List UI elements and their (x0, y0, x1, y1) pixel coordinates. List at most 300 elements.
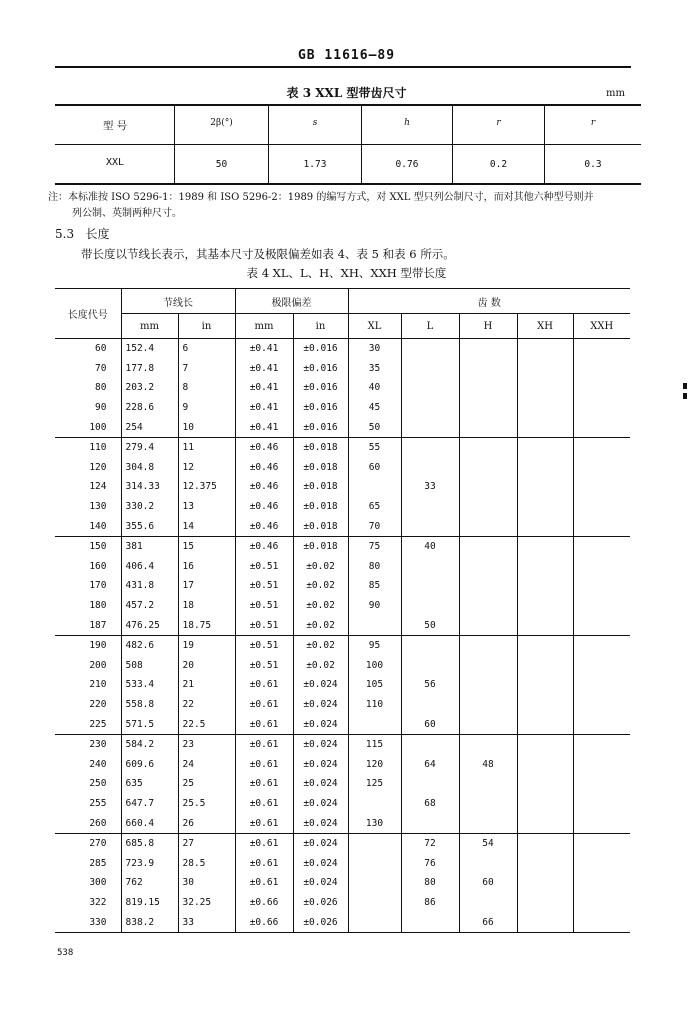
table4-cell-col4: ±0.018 (293, 516, 348, 536)
table4-cell-col7 (459, 536, 517, 556)
table4-cell-col1: 355.6 (121, 516, 178, 536)
table4-cell-col9 (573, 615, 630, 635)
table4-header-h: H (459, 314, 517, 339)
table4-cell-col7 (459, 615, 517, 635)
table-row (55, 794, 630, 814)
table4-cell-col4: ±0.016 (293, 359, 348, 379)
table3-cell-h: 0.76 (395, 159, 419, 170)
table4-cell-col2: 11 (178, 437, 235, 457)
table-row (55, 833, 630, 853)
table4-cell-col8 (517, 833, 573, 853)
table3-unit: mm (606, 88, 625, 99)
table4-cell-col4: ±0.024 (293, 714, 348, 734)
table4-cell-col5: 75 (348, 536, 401, 556)
table4-cell-col6 (401, 557, 459, 577)
table-row (55, 398, 630, 418)
table4-header-tolerance: 极限偏差 (235, 289, 348, 314)
table4-cell-col1: 609.6 (121, 754, 178, 774)
table4-cell-col9 (573, 339, 630, 359)
table4-cell-col3: ±0.51 (235, 656, 293, 676)
table4-cell-col3: ±0.61 (235, 774, 293, 794)
table4-cell-col5: 115 (348, 734, 401, 754)
table4-cell-col5: 30 (348, 339, 401, 359)
table4-cell-col5 (348, 833, 401, 853)
table4-cell-col3: ±0.51 (235, 576, 293, 596)
table4-cell-col6: 86 (401, 893, 459, 913)
table4-cell-col2: 12.375 (178, 477, 235, 497)
table4-header-code: 长度代号 (55, 289, 121, 339)
table4-cell-col2: 26 (178, 813, 235, 833)
table4-cell-col9 (573, 417, 630, 437)
table4-cell-col0: 120 (55, 458, 121, 478)
table3-cell-s: 1.73 (303, 159, 327, 170)
table3-cell-r1: 0.2 (489, 159, 508, 170)
table4-cell-col3: ±0.46 (235, 516, 293, 536)
table4-cell-col1: 228.6 (121, 398, 178, 418)
table4-cell-col9 (573, 833, 630, 853)
table4-cell-col1: 406.4 (121, 557, 178, 577)
table4-cell-col5: 40 (348, 378, 401, 398)
table4-cell-col0: 124 (55, 477, 121, 497)
section-heading (55, 225, 110, 242)
table4-title: 表 4 XL、L、H、XH、XXH 型带长度 (246, 266, 447, 280)
table4-cell-col5: 50 (348, 417, 401, 437)
table4-cell-col9 (573, 378, 630, 398)
table3-title: 表 3 XXL 型带齿尺寸 (286, 86, 407, 100)
table4-cell-col6: 40 (401, 536, 459, 556)
table4-cell-col6 (401, 912, 459, 932)
table4-cell-col2: 18 (178, 596, 235, 616)
table4-cell-col9 (573, 695, 630, 715)
table3-cell-angle: 50 (215, 159, 228, 170)
table4-cell-col6 (401, 656, 459, 676)
table-row (55, 695, 630, 715)
table4-cell-col5 (348, 893, 401, 913)
table4-cell-col4: ±0.02 (293, 656, 348, 676)
table-row (55, 893, 630, 913)
table4-cell-col8 (517, 675, 573, 695)
table4-cell-col2: 21 (178, 675, 235, 695)
table4-cell-col6 (401, 417, 459, 437)
table-row (55, 437, 630, 457)
table3-col-line (174, 104, 175, 184)
table4-cell-col2: 27 (178, 833, 235, 853)
table-row (55, 754, 630, 774)
table4-cell-col1: 647.7 (121, 794, 178, 814)
table4-cell-col3: ±0.41 (235, 339, 293, 359)
table4-cell-col9 (573, 675, 630, 695)
table4-cell-col6 (401, 695, 459, 715)
section-paragraph: 带长度以节线长表示，其基本尺寸及极限偏差如表 4、表 5 和表 6 所示。 (81, 247, 455, 261)
table4-cell-col8 (517, 359, 573, 379)
table4-cell-col8 (517, 516, 573, 536)
table4-cell-col4: ±0.018 (293, 437, 348, 457)
table4-cell-col5: 45 (348, 398, 401, 418)
table4-cell-col8 (517, 774, 573, 794)
table4-cell-col1: 482.6 (121, 635, 178, 655)
table4-cell-col6 (401, 774, 459, 794)
table4-cell-col1: 203.2 (121, 378, 178, 398)
table4-cell-col0: 230 (55, 734, 121, 754)
table4-cell-col2: 6 (178, 339, 235, 359)
table-row (55, 378, 630, 398)
table4-cell-col5: 65 (348, 497, 401, 517)
table4-cell-col9 (573, 596, 630, 616)
table-row (55, 477, 630, 497)
table4-cell-col9 (573, 774, 630, 794)
table4-cell-col7: 54 (459, 833, 517, 853)
table4-cell-col2: 17 (178, 576, 235, 596)
table4-cell-col6: 56 (401, 675, 459, 695)
table4-cell-col8 (517, 458, 573, 478)
table4-cell-col3: ±0.61 (235, 714, 293, 734)
table4-cell-col2: 25 (178, 774, 235, 794)
table4-cell-col3: ±0.46 (235, 437, 293, 457)
table4-cell-col4: ±0.02 (293, 576, 348, 596)
table4-cell-col6 (401, 378, 459, 398)
table4-cell-col3: ±0.46 (235, 497, 293, 517)
table4-cell-col7 (459, 477, 517, 497)
table4-cell-col6: 60 (401, 714, 459, 734)
table4-cell-col3: ±0.46 (235, 458, 293, 478)
table4-cell-col1: 819.15 (121, 893, 178, 913)
table4-cell-col9 (573, 458, 630, 478)
table4-cell-col7 (459, 398, 517, 418)
table4-cell-col7 (459, 576, 517, 596)
table4-cell-col6 (401, 437, 459, 457)
table4-cell-col8 (517, 378, 573, 398)
table4-cell-col1: 254 (121, 417, 178, 437)
table4-cell-col0: 70 (55, 359, 121, 379)
table3-note-line2: 列公制、英制两种尺寸。 (72, 208, 182, 219)
table4-cell-col7 (459, 656, 517, 676)
table4-cell-col7 (459, 635, 517, 655)
table4-cell-col9 (573, 873, 630, 893)
table4-cell-col8 (517, 536, 573, 556)
table4-cell-col1: 431.8 (121, 576, 178, 596)
table4-cell-col4: ±0.024 (293, 873, 348, 893)
table4-cell-col0: 225 (55, 714, 121, 734)
table4-cell-col0: 220 (55, 695, 121, 715)
table4-cell-col2: 19 (178, 635, 235, 655)
table4-cell-col2: 14 (178, 516, 235, 536)
table4-cell-col2: 22 (178, 695, 235, 715)
table4-cell-col2: 8 (178, 378, 235, 398)
table4-cell-col8 (517, 635, 573, 655)
table4-cell-col7 (459, 695, 517, 715)
table4-cell-col1: 508 (121, 656, 178, 676)
table4-cell-col3: ±0.41 (235, 378, 293, 398)
table4-cell-col2: 25.5 (178, 794, 235, 814)
table4-cell-col4: ±0.018 (293, 477, 348, 497)
table-row (55, 675, 630, 695)
table4-cell-col5 (348, 853, 401, 873)
table4-cell-col9 (573, 893, 630, 913)
table4-cell-col7 (459, 714, 517, 734)
table3-col-line (452, 104, 453, 184)
table4-cell-col0: 210 (55, 675, 121, 695)
table4-cell-col7 (459, 596, 517, 616)
table4-cell-col1: 723.9 (121, 853, 178, 873)
table4-cell-col0: 110 (55, 437, 121, 457)
table4-cell-col5: 90 (348, 596, 401, 616)
table4-cell-col6: 50 (401, 615, 459, 635)
table4-cell-col2: 23 (178, 734, 235, 754)
page-number: 538 (57, 948, 74, 958)
edge-mark (683, 393, 687, 399)
table4-cell-col7 (459, 359, 517, 379)
table4-cell-col6 (401, 813, 459, 833)
table4-cell-col6 (401, 635, 459, 655)
table4-cell-col9 (573, 359, 630, 379)
table-row (55, 576, 630, 596)
table4-cell-col6 (401, 596, 459, 616)
table4-cell-col1: 838.2 (121, 912, 178, 932)
table4-cell-col8 (517, 339, 573, 359)
table4-cell-col3: ±0.61 (235, 833, 293, 853)
table4-cell-col3: ±0.61 (235, 675, 293, 695)
table4-header-xl: XL (348, 314, 401, 339)
table4-cell-col5: 35 (348, 359, 401, 379)
table4-cell-col0: 187 (55, 615, 121, 635)
table-row (55, 714, 630, 734)
table4-cell-col8 (517, 912, 573, 932)
table4-cell-col0: 200 (55, 656, 121, 676)
table4-cell-col1: 571.5 (121, 714, 178, 734)
table4-cell-col9 (573, 516, 630, 536)
table4-header-tol-in: in (293, 314, 348, 339)
table4-cell-col9 (573, 635, 630, 655)
table4-cell-col4: ±0.026 (293, 893, 348, 913)
table4-cell-col1: 314.33 (121, 477, 178, 497)
table4 (55, 288, 630, 933)
table4-cell-col5 (348, 873, 401, 893)
table-row (55, 596, 630, 616)
table3-col-line (361, 104, 362, 184)
table4-cell-col8 (517, 695, 573, 715)
table3-bottom-rule (55, 183, 641, 185)
table4-cell-col5: 70 (348, 516, 401, 536)
table4-cell-col7 (459, 378, 517, 398)
table4-cell-col6 (401, 576, 459, 596)
table4-cell-col3: ±0.46 (235, 536, 293, 556)
table3-header-model: 型 号 (102, 120, 128, 132)
table4-header-pitch-length: 节线长 (121, 289, 235, 314)
table4-cell-col0: 322 (55, 893, 121, 913)
table4-cell-col8 (517, 437, 573, 457)
table4-cell-col3: ±0.61 (235, 873, 293, 893)
table4-cell-col1: 152.4 (121, 339, 178, 359)
table4-cell-col3: ±0.61 (235, 794, 293, 814)
section-number: 5.3 (55, 227, 75, 241)
section-title: 长度 (85, 227, 110, 241)
table4-header-tol-mm: mm (235, 314, 293, 339)
table4-cell-col4: ±0.024 (293, 695, 348, 715)
table4-cell-col0: 285 (55, 853, 121, 873)
table4-cell-col4: ±0.02 (293, 557, 348, 577)
table4-cell-col8 (517, 813, 573, 833)
table4-cell-col0: 160 (55, 557, 121, 577)
table4-cell-col8 (517, 576, 573, 596)
table4-cell-col3: ±0.41 (235, 359, 293, 379)
table4-cell-col2: 9 (178, 398, 235, 418)
table-row (55, 516, 630, 536)
table4-cell-col5: 80 (348, 557, 401, 577)
table4-cell-col9 (573, 754, 630, 774)
table4-cell-col8 (517, 557, 573, 577)
table4-cell-col7 (459, 675, 517, 695)
table3-header-s: s (312, 118, 318, 128)
table4-cell-col0: 80 (55, 378, 121, 398)
table4-cell-col9 (573, 398, 630, 418)
table4-cell-col6: 72 (401, 833, 459, 853)
table4-cell-col8 (517, 417, 573, 437)
table4-cell-col7: 66 (459, 912, 517, 932)
table4-cell-col2: 7 (178, 359, 235, 379)
table3-header-r2: r (590, 118, 596, 128)
table-row (55, 359, 630, 379)
table4-cell-col1: 558.8 (121, 695, 178, 715)
table4-cell-col4: ±0.024 (293, 675, 348, 695)
table4-cell-col2: 30 (178, 873, 235, 893)
table4-cell-col0: 260 (55, 813, 121, 833)
table4-cell-col7 (459, 813, 517, 833)
table-row (55, 734, 630, 754)
table4-header-xh: XH (517, 314, 573, 339)
table4-cell-col5: 55 (348, 437, 401, 457)
table4-cell-col2: 28.5 (178, 853, 235, 873)
table4-cell-col7 (459, 853, 517, 873)
table4-cell-col4: ±0.016 (293, 339, 348, 359)
table4-header-l: L (401, 314, 459, 339)
table4-cell-col7 (459, 497, 517, 517)
table3-col-line (268, 104, 269, 184)
standard-header: GB 11616—89 (297, 48, 396, 63)
table4-cell-col2: 15 (178, 536, 235, 556)
table-row (55, 813, 630, 833)
table4-cell-col7: 48 (459, 754, 517, 774)
table3-note-line1: 注：本标准按 ISO 5296-1：1989 和 ISO 5296-2：1989 的编写方式，对 XXL 型只列公制尺寸，而对其他六种型号则并 (48, 192, 594, 203)
table4-cell-col7 (459, 417, 517, 437)
table4-cell-col2: 33 (178, 912, 235, 932)
table-row (55, 615, 630, 635)
table4-cell-col5: 95 (348, 635, 401, 655)
table4-cell-col5 (348, 615, 401, 635)
table4-cell-col1: 457.2 (121, 596, 178, 616)
table4-cell-col3: ±0.51 (235, 557, 293, 577)
table4-cell-col4: ±0.018 (293, 458, 348, 478)
table4-cell-col9 (573, 437, 630, 457)
table4-cell-col0: 190 (55, 635, 121, 655)
table3-cell-model: XXL (105, 157, 125, 168)
table4-cell-col4: ±0.024 (293, 754, 348, 774)
table4-cell-col0: 255 (55, 794, 121, 814)
table4-cell-col2: 20 (178, 656, 235, 676)
table4-cell-col3: ±0.51 (235, 615, 293, 635)
table4-cell-col0: 170 (55, 576, 121, 596)
table4-cell-col6 (401, 398, 459, 418)
table4-cell-col8 (517, 596, 573, 616)
table4-cell-col1: 476.25 (121, 615, 178, 635)
table4-cell-col2: 13 (178, 497, 235, 517)
table4-cell-col0: 150 (55, 536, 121, 556)
table4-cell-col3: ±0.61 (235, 853, 293, 873)
table4-cell-col7 (459, 437, 517, 457)
table-row (55, 557, 630, 577)
table4-cell-col6: 68 (401, 794, 459, 814)
table4-cell-col7 (459, 734, 517, 754)
table4-cell-col4: ±0.018 (293, 497, 348, 517)
table-row (55, 339, 630, 359)
table4-cell-col1: 177.8 (121, 359, 178, 379)
table-row (55, 417, 630, 437)
table3-mid-rule (55, 144, 641, 145)
table-row (55, 656, 630, 676)
table4-cell-col3: ±0.41 (235, 398, 293, 418)
table4-cell-col3: ±0.61 (235, 734, 293, 754)
table4-cell-col2: 12 (178, 458, 235, 478)
table4-cell-col3: ±0.61 (235, 813, 293, 833)
table4-cell-col2: 24 (178, 754, 235, 774)
table4-header-in: in (178, 314, 235, 339)
table4-cell-col6 (401, 734, 459, 754)
table4-cell-col5 (348, 912, 401, 932)
table4-cell-col9 (573, 912, 630, 932)
table4-cell-col0: 100 (55, 417, 121, 437)
table4-cell-col5: 130 (348, 813, 401, 833)
table-row (55, 853, 630, 873)
table4-cell-col5 (348, 714, 401, 734)
table4-cell-col7 (459, 893, 517, 913)
table4-cell-col6 (401, 359, 459, 379)
table-row (55, 536, 630, 556)
table4-cell-col6: 33 (401, 477, 459, 497)
table4-cell-col0: 270 (55, 833, 121, 853)
table4-header-xxh: XXH (573, 314, 630, 339)
table4-cell-col5 (348, 477, 401, 497)
table4-cell-col4: ±0.024 (293, 734, 348, 754)
table4-cell-col5: 60 (348, 458, 401, 478)
table4-cell-col2: 10 (178, 417, 235, 437)
table4-cell-col0: 90 (55, 398, 121, 418)
table4-cell-col1: 660.4 (121, 813, 178, 833)
table4-cell-col4: ±0.02 (293, 635, 348, 655)
table4-cell-col8 (517, 497, 573, 517)
table4-cell-col1: 381 (121, 536, 178, 556)
table4-cell-col6: 80 (401, 873, 459, 893)
table4-cell-col4: ±0.016 (293, 378, 348, 398)
table4-cell-col6 (401, 516, 459, 536)
table-row (55, 912, 630, 932)
table4-cell-col1: 635 (121, 774, 178, 794)
table4-cell-col9 (573, 576, 630, 596)
table4-cell-col8 (517, 656, 573, 676)
table4-cell-col8 (517, 873, 573, 893)
table-row (55, 774, 630, 794)
table-row (55, 497, 630, 517)
table3-top-rule (55, 104, 641, 106)
table3-header-angle: 2β(°) (210, 118, 233, 128)
table4-cell-col1: 533.4 (121, 675, 178, 695)
table4-cell-col4: ±0.016 (293, 398, 348, 418)
table4-cell-col1: 304.8 (121, 458, 178, 478)
table4-cell-col9 (573, 813, 630, 833)
table4-cell-col1: 330.2 (121, 497, 178, 517)
edge-mark (683, 383, 687, 389)
table4-cell-col8 (517, 714, 573, 734)
table4-cell-col4: ±0.018 (293, 536, 348, 556)
table4-cell-col4: ±0.02 (293, 596, 348, 616)
